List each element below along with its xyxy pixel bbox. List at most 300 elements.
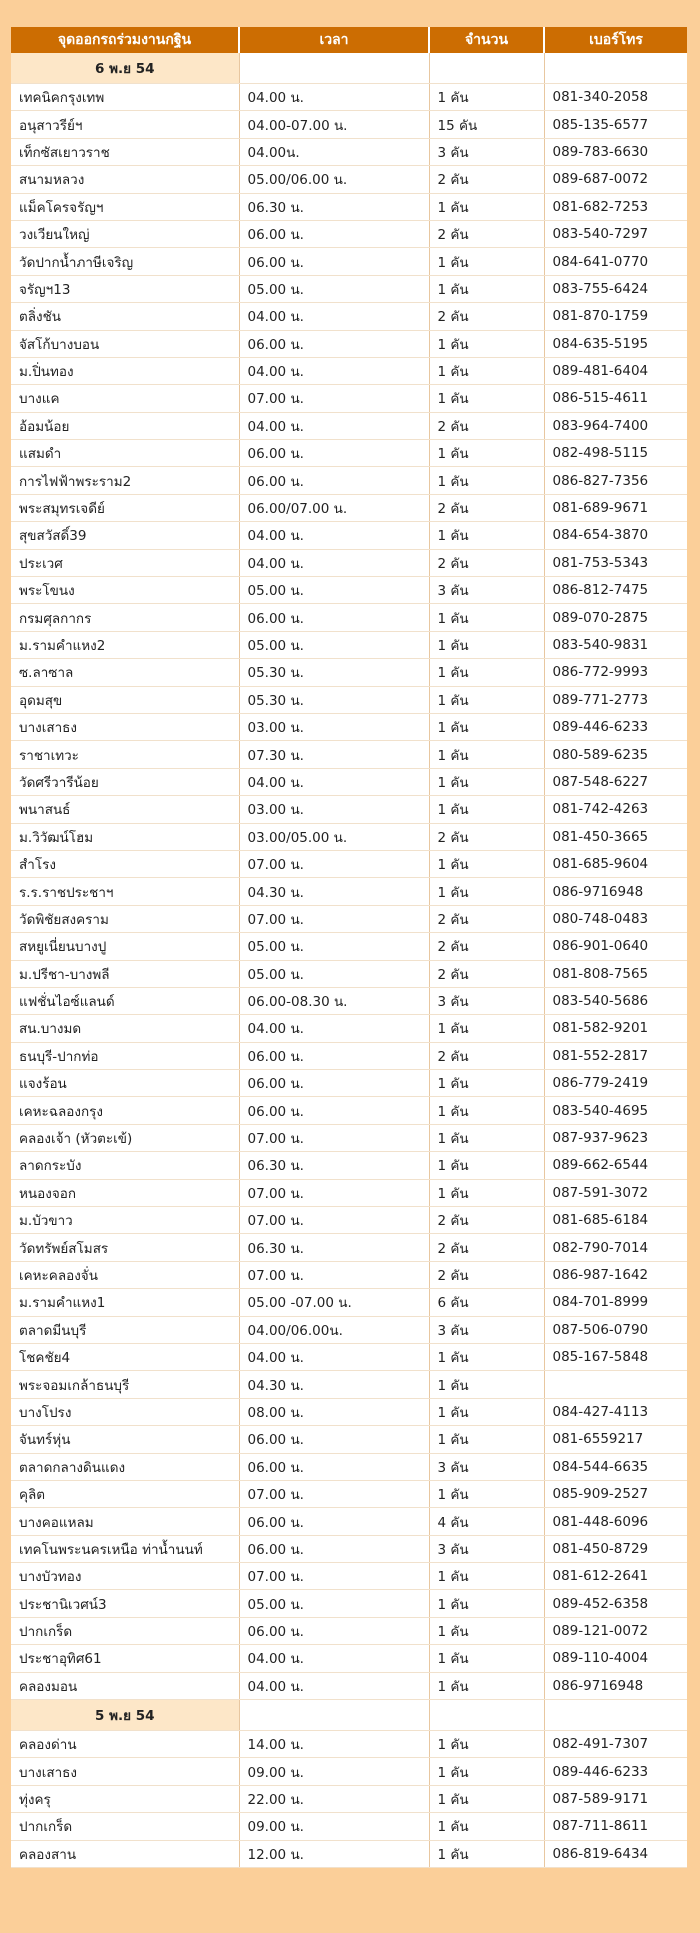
cell-time: 05.00 น. (239, 577, 429, 604)
cell-time: 06.00 น. (239, 248, 429, 275)
cell-location: เคหะคลองจั่น (11, 1261, 239, 1288)
cell-phone: 081-448-6096 (544, 1508, 687, 1535)
cell-phone: 086-819-6434 (544, 1840, 687, 1867)
cell-phone: 081-552-2817 (544, 1042, 687, 1069)
cell-count: 15 คัน (429, 111, 544, 138)
table-row (11, 878, 687, 905)
table-row (11, 303, 687, 330)
cell-count: 2 คัน (429, 549, 544, 576)
table-row (11, 467, 687, 494)
cell-count: 2 คัน (429, 1234, 544, 1261)
cell-location: ปากเกร็ด (11, 1813, 239, 1840)
cell-location: ปากเกร็ด (11, 1617, 239, 1644)
table-row (11, 412, 687, 439)
cell-count: 4 คัน (429, 1508, 544, 1535)
cell-phone: 086-812-7475 (544, 577, 687, 604)
date-group-row (11, 1700, 687, 1731)
cell-count: 2 คัน (429, 166, 544, 193)
cell-location: ซ.ลาซาล (11, 659, 239, 686)
cell-phone: 085-135-6577 (544, 111, 687, 138)
cell-location: บางเสาธง (11, 1758, 239, 1785)
cell-phone: 087-548-6227 (544, 768, 687, 795)
cell-count: 1 คัน (429, 1480, 544, 1507)
cell-phone: 082-491-7307 (544, 1731, 687, 1758)
cell-location: เท็กซัสเยาวราช (11, 138, 239, 165)
table-row (11, 1152, 687, 1179)
cell-time: 06.00 น. (239, 1042, 429, 1069)
cell-count: 1 คัน (429, 796, 544, 823)
cell-count: 2 คัน (429, 1261, 544, 1288)
cell-phone: 089-771-2773 (544, 686, 687, 713)
cell-time: 06.00 น. (239, 1617, 429, 1644)
table-row (11, 713, 687, 740)
table-row (11, 1398, 687, 1425)
cell-count: 1 คัน (429, 1563, 544, 1590)
cell-phone: 081-582-9201 (544, 1015, 687, 1042)
cell-phone: 082-498-5115 (544, 440, 687, 467)
cell-count: 2 คัน (429, 1207, 544, 1234)
cell-phone: 081-870-1759 (544, 303, 687, 330)
cell-time: 04.00 น. (239, 549, 429, 576)
cell-location: คลองเจ้า (หัวตะเข้) (11, 1124, 239, 1151)
cell-time: 05.00/06.00 น. (239, 166, 429, 193)
cell-count: 1 คัน (429, 467, 544, 494)
table-row (11, 1590, 687, 1617)
cell-time: 05.00 น. (239, 631, 429, 658)
table-row (11, 138, 687, 165)
cell-phone: 081-682-7253 (544, 193, 687, 220)
cell-location: จันทร์หุ่น (11, 1426, 239, 1453)
cell-phone: 081-6559217 (544, 1426, 687, 1453)
cell-count: 1 คัน (429, 330, 544, 357)
table-row (11, 1617, 687, 1644)
table-row (11, 659, 687, 686)
table-row (11, 275, 687, 302)
cell-phone: 083-755-6424 (544, 275, 687, 302)
cell-location: ตลาดกลางดินแดง (11, 1453, 239, 1480)
table-row (11, 1261, 687, 1288)
cell-phone: 086-772-9993 (544, 659, 687, 686)
cell-count: 1 คัน (429, 1672, 544, 1699)
cell-count: 3 คัน (429, 1535, 544, 1562)
table-row (11, 960, 687, 987)
cell-phone: 086-9716948 (544, 878, 687, 905)
cell-location: บางเสาธง (11, 713, 239, 740)
cell-phone: 084-635-5195 (544, 330, 687, 357)
cell-phone: 089-121-0072 (544, 1617, 687, 1644)
cell-location: ตลาดมีนบุรี (11, 1316, 239, 1343)
table-row (11, 1097, 687, 1124)
table-row (11, 987, 687, 1014)
cell-time: 04.00/06.00น. (239, 1316, 429, 1343)
cell-location: สนามหลวง (11, 166, 239, 193)
cell-phone: 081-753-5343 (544, 549, 687, 576)
cell-phone: 089-662-6544 (544, 1152, 687, 1179)
cell-count: 1 คัน (429, 1813, 544, 1840)
cell-count: 1 คัน (429, 522, 544, 549)
cell-count: 1 คัน (429, 1015, 544, 1042)
cell-location: ธนบุรี-ปากท่อ (11, 1042, 239, 1069)
table-row (11, 357, 687, 384)
table-row (11, 1234, 687, 1261)
cell-location: จัสโก้บางบอน (11, 330, 239, 357)
cell-location: ทุ่งครุ (11, 1785, 239, 1812)
header-count: จำนวน (429, 27, 544, 53)
cell-location: ประชาอุทิศ61 (11, 1645, 239, 1672)
group-empty-cell (429, 53, 544, 84)
cell-location: พระจอมเกล้าธนบุรี (11, 1371, 239, 1398)
table-row (11, 1672, 687, 1699)
cell-location: การไฟฟ้าพระราม2 (11, 467, 239, 494)
cell-count: 3 คัน (429, 577, 544, 604)
table-body (11, 53, 687, 1868)
cell-time: 05.00 น. (239, 960, 429, 987)
cell-phone: 084-544-6635 (544, 1453, 687, 1480)
cell-location: สน.บางมด (11, 1015, 239, 1042)
cell-time: 04.00น. (239, 138, 429, 165)
cell-phone: 089-110-4004 (544, 1645, 687, 1672)
cell-phone: 081-450-3665 (544, 823, 687, 850)
table-row (11, 1840, 687, 1867)
cell-time: 06.00 น. (239, 1426, 429, 1453)
cell-count: 1 คัน (429, 385, 544, 412)
table-row (11, 1535, 687, 1562)
cell-phone: 089-783-6630 (544, 138, 687, 165)
table-row (11, 84, 687, 111)
table-row (11, 549, 687, 576)
cell-phone: 084-654-3870 (544, 522, 687, 549)
cell-location: ม.รามคำแหง2 (11, 631, 239, 658)
table-row (11, 796, 687, 823)
table-row (11, 1015, 687, 1042)
cell-time: 06.00 น. (239, 220, 429, 247)
cell-location: โชคชัย4 (11, 1343, 239, 1370)
table-row (11, 1070, 687, 1097)
cell-location: คุลิต (11, 1480, 239, 1507)
cell-time: 06.00 น. (239, 440, 429, 467)
cell-location: เทคโนพระนครเหนือ ท่าน้ำนนท์ (11, 1535, 239, 1562)
cell-time: 07.00 น. (239, 1261, 429, 1288)
cell-location: สำโรง (11, 850, 239, 877)
table-row (11, 111, 687, 138)
cell-phone: 087-589-9171 (544, 1785, 687, 1812)
header-location: จุดออกรถร่วมงานกฐิน (11, 27, 239, 53)
table-row (11, 1289, 687, 1316)
cell-location: สหยูเนี่ยนบางปู (11, 933, 239, 960)
cell-location: อ้อมน้อย (11, 412, 239, 439)
cell-phone: 086-779-2419 (544, 1070, 687, 1097)
cell-count: 1 คัน (429, 1785, 544, 1812)
cell-location: ม.บัวขาว (11, 1207, 239, 1234)
cell-time: 06.00 น. (239, 1535, 429, 1562)
date-group-row (11, 53, 687, 84)
cell-location: อนุสาวรีย์ฯ (11, 111, 239, 138)
cell-count: 1 คัน (429, 1731, 544, 1758)
cell-phone: 086-901-0640 (544, 933, 687, 960)
table-row (11, 1563, 687, 1590)
cell-count: 1 คัน (429, 440, 544, 467)
cell-location: บางแค (11, 385, 239, 412)
cell-time: 07.00 น. (239, 1563, 429, 1590)
cell-phone: 087-711-8611 (544, 1813, 687, 1840)
cell-phone: 086-9716948 (544, 1672, 687, 1699)
cell-location: วงเวียนใหญ่ (11, 220, 239, 247)
cell-count: 1 คัน (429, 1124, 544, 1151)
cell-count: 2 คัน (429, 823, 544, 850)
cell-phone: 083-540-7297 (544, 220, 687, 247)
table-row (11, 1453, 687, 1480)
cell-location: แม็คโครจรัญฯ (11, 193, 239, 220)
cell-count: 1 คัน (429, 1590, 544, 1617)
cell-time: 04.00 น. (239, 84, 429, 111)
cell-location: แจงร้อน (11, 1070, 239, 1097)
cell-count: 3 คัน (429, 1453, 544, 1480)
cell-count: 2 คัน (429, 494, 544, 521)
cell-time: 04.00 น. (239, 1343, 429, 1370)
table-row (11, 522, 687, 549)
cell-count: 1 คัน (429, 1097, 544, 1124)
cell-time: 05.00 น. (239, 1590, 429, 1617)
cell-location: ม.วิวัฒน์โฮม (11, 823, 239, 850)
cell-phone: 081-742-4263 (544, 796, 687, 823)
cell-location: พระโขนง (11, 577, 239, 604)
cell-time: 06.00 น. (239, 330, 429, 357)
cell-phone: 085-909-2527 (544, 1480, 687, 1507)
cell-count: 6 คัน (429, 1289, 544, 1316)
cell-time: 07.00 น. (239, 1480, 429, 1507)
cell-phone: 083-540-9831 (544, 631, 687, 658)
table-row (11, 220, 687, 247)
cell-location: ร.ร.ราชประชาฯ (11, 878, 239, 905)
cell-time: 06.00 น. (239, 1097, 429, 1124)
cell-count: 1 คัน (429, 713, 544, 740)
cell-phone: 084-701-8999 (544, 1289, 687, 1316)
cell-location: ราชาเทวะ (11, 741, 239, 768)
cell-time: 07.00 น. (239, 1124, 429, 1151)
table-row (11, 1508, 687, 1535)
cell-time: 04.00 น. (239, 768, 429, 795)
cell-location: กรมศุลกากร (11, 604, 239, 631)
cell-location: ม.ปิ่นทอง (11, 357, 239, 384)
cell-location: พระสมุทรเจดีย์ (11, 494, 239, 521)
cell-count: 2 คัน (429, 220, 544, 247)
cell-phone: 085-167-5848 (544, 1343, 687, 1370)
cell-location: จรัญฯ13 (11, 275, 239, 302)
cell-time: 06.00-08.30 น. (239, 987, 429, 1014)
cell-time: 07.00 น. (239, 385, 429, 412)
cell-location: วัดปากน้ำภาษีเจริญ (11, 248, 239, 275)
cell-time: 04.30 น. (239, 878, 429, 905)
cell-location: วัดทรัพย์สโมสร (11, 1234, 239, 1261)
cell-phone: 083-540-4695 (544, 1097, 687, 1124)
cell-time: 04.30 น. (239, 1371, 429, 1398)
cell-time: 06.30 น. (239, 1152, 429, 1179)
cell-phone: 089-481-6404 (544, 357, 687, 384)
table-row (11, 1179, 687, 1206)
table-row (11, 248, 687, 275)
cell-location: บางคอแหลม (11, 1508, 239, 1535)
cell-location: ม.รามคำแหง1 (11, 1289, 239, 1316)
cell-count: 1 คัน (429, 741, 544, 768)
table-row (11, 1371, 687, 1398)
cell-count: 2 คัน (429, 412, 544, 439)
cell-count: 3 คัน (429, 1316, 544, 1343)
table-row (11, 1785, 687, 1812)
cell-count: 1 คัน (429, 1152, 544, 1179)
cell-time: 14.00 น. (239, 1731, 429, 1758)
cell-count: 1 คัน (429, 1840, 544, 1867)
cell-phone: 081-808-7565 (544, 960, 687, 987)
table-row (11, 1480, 687, 1507)
cell-count: 1 คัน (429, 1179, 544, 1206)
cell-count: 1 คัน (429, 1426, 544, 1453)
cell-phone: 081-689-9671 (544, 494, 687, 521)
table-row (11, 741, 687, 768)
cell-location: แสมดำ (11, 440, 239, 467)
cell-location: พนาสนธ์ (11, 796, 239, 823)
table-row (11, 686, 687, 713)
cell-time: 09.00 น. (239, 1758, 429, 1785)
cell-time: 06.00 น. (239, 1453, 429, 1480)
cell-phone: 089-446-6233 (544, 713, 687, 740)
cell-phone: 083-964-7400 (544, 412, 687, 439)
cell-count: 1 คัน (429, 659, 544, 686)
table-row (11, 440, 687, 467)
cell-phone: 082-790-7014 (544, 1234, 687, 1261)
cell-count: 1 คัน (429, 604, 544, 631)
cell-location: คลองด่าน (11, 1731, 239, 1758)
date-group-label: 6 พ.ย 54 (11, 53, 239, 84)
cell-location: สุขสวัสดิ์39 (11, 522, 239, 549)
cell-phone: 086-987-1642 (544, 1261, 687, 1288)
group-empty-cell (544, 1700, 687, 1731)
cell-count: 1 คัน (429, 84, 544, 111)
cell-count: 1 คัน (429, 357, 544, 384)
cell-time: 03.00 น. (239, 713, 429, 740)
table-row (11, 1758, 687, 1785)
table-row (11, 768, 687, 795)
cell-time: 06.30 น. (239, 193, 429, 220)
cell-phone: 089-070-2875 (544, 604, 687, 631)
cell-location: ม.ปรีชา-บางพลี (11, 960, 239, 987)
cell-phone: 081-340-2058 (544, 84, 687, 111)
date-group-label: 5 พ.ย 54 (11, 1700, 239, 1731)
cell-count: 1 คัน (429, 850, 544, 877)
cell-time: 07.00 น. (239, 850, 429, 877)
cell-time: 04.00 น. (239, 303, 429, 330)
table-row (11, 1207, 687, 1234)
table-row (11, 385, 687, 412)
table-row (11, 1316, 687, 1343)
cell-count: 1 คัน (429, 1343, 544, 1370)
table-row (11, 1813, 687, 1840)
cell-location: อุดมสุข (11, 686, 239, 713)
header-time: เวลา (239, 27, 429, 53)
cell-time: 06.00 น. (239, 1508, 429, 1535)
cell-phone: 086-515-4611 (544, 385, 687, 412)
cell-phone: 081-685-6184 (544, 1207, 687, 1234)
cell-time: 04.00-07.00 น. (239, 111, 429, 138)
cell-phone: 089-452-6358 (544, 1590, 687, 1617)
cell-location: ประชานิเวศน์3 (11, 1590, 239, 1617)
table-row (11, 604, 687, 631)
cell-phone: 080-748-0483 (544, 905, 687, 932)
cell-count: 1 คัน (429, 631, 544, 658)
table-row (11, 631, 687, 658)
table-row (11, 166, 687, 193)
table-row (11, 1426, 687, 1453)
cell-time: 06.00 น. (239, 604, 429, 631)
cell-phone: 089-446-6233 (544, 1758, 687, 1785)
cell-phone: 081-450-8729 (544, 1535, 687, 1562)
cell-count: 1 คัน (429, 878, 544, 905)
cell-time: 12.00 น. (239, 1840, 429, 1867)
cell-location: บางโปรง (11, 1398, 239, 1425)
table-row (11, 494, 687, 521)
cell-phone: 081-612-2641 (544, 1563, 687, 1590)
group-empty-cell (544, 53, 687, 84)
cell-count: 1 คัน (429, 1617, 544, 1644)
group-empty-cell (239, 1700, 429, 1731)
cell-count: 1 คัน (429, 193, 544, 220)
cell-count: 1 คัน (429, 686, 544, 713)
cell-count: 2 คัน (429, 1042, 544, 1069)
cell-time: 03.00/05.00 น. (239, 823, 429, 850)
group-empty-cell (429, 1700, 544, 1731)
cell-count: 1 คัน (429, 248, 544, 275)
cell-count: 1 คัน (429, 1398, 544, 1425)
cell-time: 07.00 น. (239, 1207, 429, 1234)
cell-phone: 084-427-4113 (544, 1398, 687, 1425)
table-row (11, 330, 687, 357)
cell-phone: 086-827-7356 (544, 467, 687, 494)
cell-count: 1 คัน (429, 768, 544, 795)
cell-time: 04.00 น. (239, 1015, 429, 1042)
cell-time: 06.00/07.00 น. (239, 494, 429, 521)
cell-phone: 084-641-0770 (544, 248, 687, 275)
cell-count: 3 คัน (429, 987, 544, 1014)
cell-count: 2 คัน (429, 960, 544, 987)
cell-time: 05.00 -07.00 น. (239, 1289, 429, 1316)
cell-location: แฟชั่นไอซ์แลนด์ (11, 987, 239, 1014)
cell-time: 05.30 น. (239, 686, 429, 713)
cell-time: 06.00 น. (239, 1070, 429, 1097)
cell-phone: 080-589-6235 (544, 741, 687, 768)
cell-location: เทคนิคกรุงเทพ (11, 84, 239, 111)
cell-time: 07.00 น. (239, 1179, 429, 1206)
cell-count: 1 คัน (429, 275, 544, 302)
header-phone: เบอร์โทร (544, 27, 687, 53)
table-row (11, 1731, 687, 1758)
cell-time: 04.00 น. (239, 412, 429, 439)
cell-time: 09.00 น. (239, 1813, 429, 1840)
cell-time: 05.30 น. (239, 659, 429, 686)
cell-time: 05.00 น. (239, 275, 429, 302)
cell-time: 22.00 น. (239, 1785, 429, 1812)
cell-phone: 081-685-9604 (544, 850, 687, 877)
cell-time: 06.00 น. (239, 467, 429, 494)
cell-location: หนองจอก (11, 1179, 239, 1206)
cell-count: 2 คัน (429, 303, 544, 330)
cell-count: 1 คัน (429, 1645, 544, 1672)
schedule-table (11, 27, 687, 1868)
cell-time: 07.00 น. (239, 905, 429, 932)
cell-location: ตลิ่งชัน (11, 303, 239, 330)
cell-time: 04.00 น. (239, 1645, 429, 1672)
cell-time: 04.00 น. (239, 522, 429, 549)
cell-location: วัดพิชัยสงคราม (11, 905, 239, 932)
cell-count: 1 คัน (429, 1758, 544, 1785)
